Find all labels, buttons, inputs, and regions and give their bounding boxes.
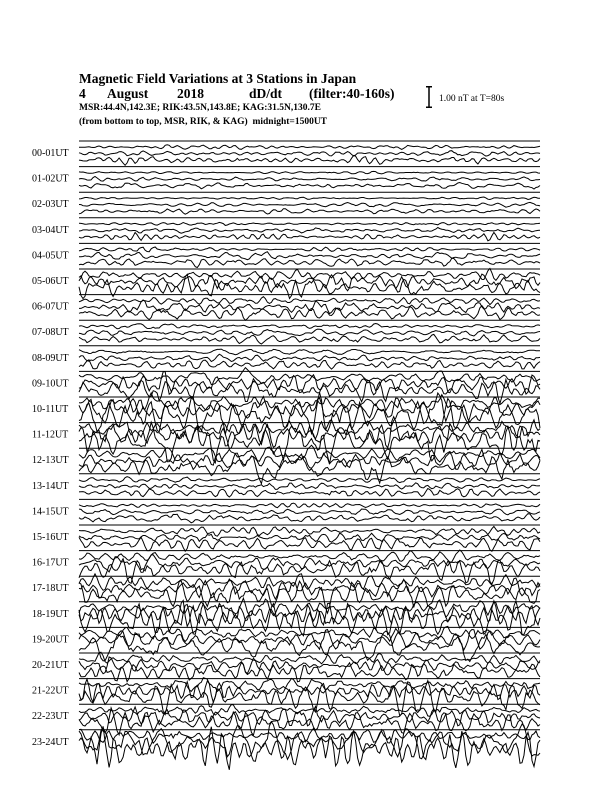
hour-label: 17-18UT [32,583,69,595]
trace-msr [79,708,540,736]
hour-panel [32,167,540,189]
hour-label: 06-07UT [32,301,69,313]
hour-label: 03-04UT [32,224,69,236]
trace-msr [79,232,540,240]
trace-kag [79,297,540,305]
trace-rik [79,354,540,361]
hour-panel [32,346,540,369]
trace-rik [79,151,540,156]
hour-label: 12-13UT [32,455,69,467]
filter-label: (filter:40-160s) [309,86,395,101]
trace-kag [79,652,540,664]
trace-msr [79,334,540,344]
hour-label: 15-16UT [32,532,69,543]
trace-kag [79,268,540,280]
trace-msr [79,360,540,369]
trace-rik [79,300,540,314]
midnight-note: midnight=1500UT [252,117,328,127]
hour-label: 08-09UT [32,352,69,364]
trace-rik [79,533,540,542]
trace-kag [79,626,540,641]
hour-label: 01-02UT [32,173,69,185]
hour-panel [32,417,540,467]
hour-panel [32,192,540,214]
trace-kag [79,197,540,200]
hour-label: 11-12UT [32,429,69,441]
trace-rik [79,329,540,336]
hour-label: 21-22UT [32,685,69,697]
date-month: August [107,86,149,101]
trace-kag [79,503,540,508]
trace-msr [79,537,540,551]
trace-msr [79,726,540,770]
hour-label: 05-06UT [32,276,69,287]
station-coordinates: MSR:44.4N,142.3E; RIK:43.5N,143.8E; KAG:31.5N,130.7E [79,103,321,113]
hour-panel [32,243,540,267]
hour-label: 18-19UT [32,608,69,620]
hour-label: 19-20UT [32,634,69,646]
trace-kag [79,171,540,174]
hour-panel [32,268,540,298]
date-day: 4 [79,86,86,101]
trace-msr [79,631,540,662]
trace-kag [79,145,540,150]
trace-kag [79,222,540,225]
hour-label: 00-01UT [32,148,69,159]
hour-label: 16-17UT [32,557,69,569]
scale-label: 1.00 nT at T=80s [439,94,505,104]
hour-panel [32,550,540,584]
trace-kag [79,526,540,536]
hour-label: 09-10UT [32,378,69,390]
hour-panel [32,626,540,661]
quantity-label: dD/dt [249,86,283,101]
trace-msr [79,258,540,267]
trace-msr [79,489,540,498]
hour-label: 22-23UT [32,711,69,723]
hour-panel [32,652,540,682]
hour-label: 13-14UT [32,480,69,492]
hour-panel [32,295,540,321]
order-note: (from bottom to top, MSR, RIK, & KAG) [79,117,248,127]
trace-msr [79,156,540,166]
hour-panel [32,445,540,484]
hour-panel [32,218,540,241]
hour-panel [32,499,540,522]
trace-kag [79,368,540,385]
hour-panel [32,525,540,551]
hour-label: 23-24UT [32,736,69,748]
trace-msr [79,209,540,215]
hour-panel [32,598,540,636]
trace-kag [79,678,540,692]
trace-kag [79,247,540,252]
hour-label: 20-21UT [32,660,69,671]
hour-panel [32,368,540,404]
date-year: 2018 [177,86,204,101]
trace-kag [79,324,540,329]
trace-rik [79,509,540,515]
trace-rik [79,252,540,260]
trace-rik [79,177,540,182]
hour-label: 02-03UT [32,199,69,211]
trace-kag [79,349,540,355]
hour-panel [32,704,540,735]
hour-panel [32,474,540,497]
chart-title: Magnetic Field Variations at 3 Stations in Japan [79,71,357,86]
hour-panel [32,141,540,165]
trace-rik [79,483,540,490]
hour-panel [32,320,540,344]
hour-label: 14-15UT [32,506,69,518]
trace-rik [79,274,540,291]
hour-label: 07-08UT [32,327,69,339]
trace-rik [79,228,540,234]
hour-label: 04-05UT [32,250,69,262]
trace-rik [79,202,540,207]
trace-msr [79,514,540,523]
trace-msr [79,183,540,190]
trace-kag [79,477,540,483]
trace-rik [79,630,540,651]
hour-label: 10-11UT [32,404,69,415]
